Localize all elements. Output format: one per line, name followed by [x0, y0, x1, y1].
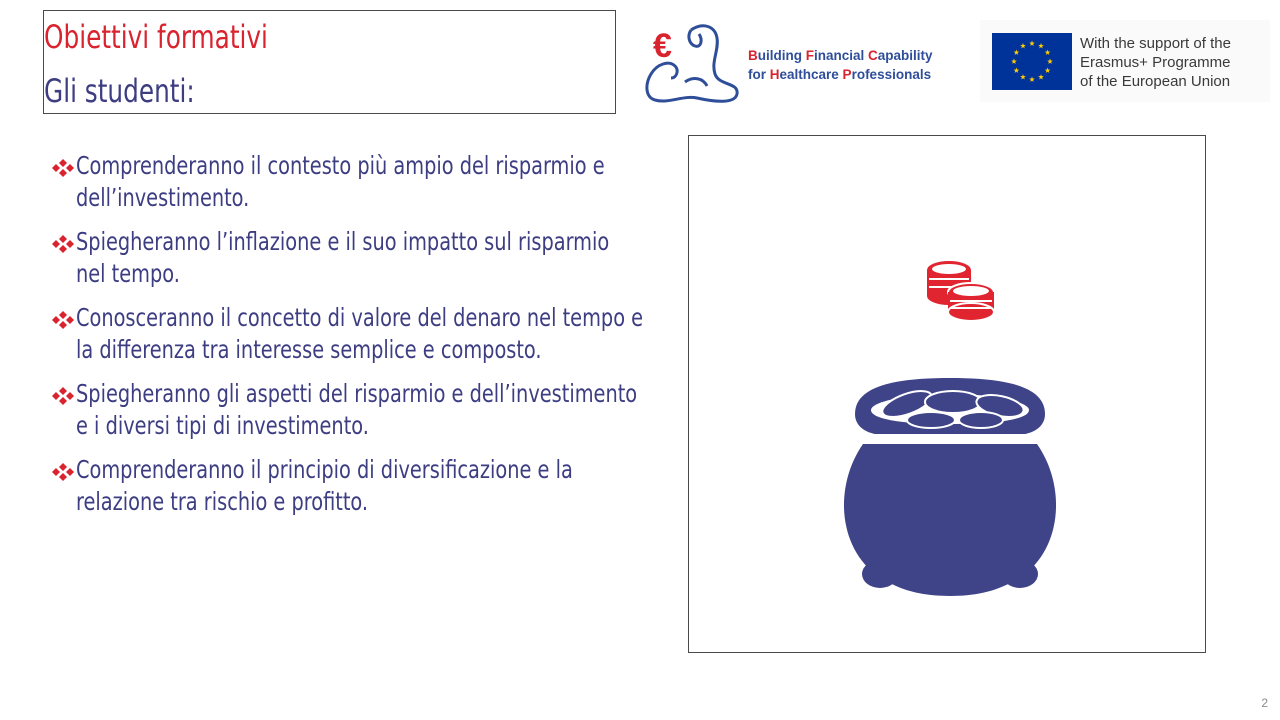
svg-text:€: €	[653, 27, 672, 65]
objectives-list	[52, 150, 652, 530]
slide-title: Obiettivi formativi	[44, 18, 268, 56]
coin-stack-icon	[921, 256, 1001, 326]
objective-item	[52, 454, 652, 518]
objective-item	[52, 150, 652, 214]
diamond-bullet-icon	[52, 311, 74, 329]
objective-text: Spiegheranno gli aspetti del risparmio e dell’investimento e i diversi tipi di investimento.	[76, 379, 638, 440]
project-logo-line2: for Healthcare Professionals	[748, 67, 932, 82]
objective-item	[52, 378, 652, 442]
objective-text: Comprenderanno il contesto più ampio del risparmio e dell’investimento.	[76, 151, 605, 212]
eu-support-text	[1080, 34, 1231, 91]
objective-text: Comprenderanno il principio di diversificazione e la relazione tra rischio e profitto.	[76, 455, 573, 516]
objective-item	[52, 226, 652, 290]
eu-support-logo	[980, 20, 1270, 102]
diamond-bullet-icon	[52, 387, 74, 405]
illustration-frame	[688, 135, 1206, 653]
project-logo	[645, 22, 965, 104]
slide-subtitle: Gli studenti:	[44, 72, 195, 110]
diamond-bullet-icon	[52, 159, 74, 177]
project-logo-line1: Building Financial Capability	[748, 48, 933, 63]
objective-text: Spiegheranno l’inflazione e il suo impatto sul risparmio nel tempo.	[76, 227, 610, 288]
eu-flag-icon	[992, 33, 1072, 90]
title-box	[43, 10, 616, 114]
eu-support-line: of the European Union	[1080, 73, 1231, 90]
objective-text: Conosceranno il concetto di valore del denaro nel tempo e la differenza tra interesse semplice e composto.	[76, 303, 644, 364]
page-number: 2	[1261, 696, 1268, 710]
diamond-bullet-icon	[52, 235, 74, 253]
project-logo-text	[748, 46, 933, 84]
eu-support-line: Erasmus+ Programme	[1080, 54, 1231, 71]
money-pot-icon	[835, 374, 1065, 599]
diamond-bullet-icon	[52, 463, 74, 481]
objective-item	[52, 302, 652, 366]
eu-support-line: With the support of the	[1080, 35, 1231, 52]
euro-flexed-arm-icon	[645, 22, 745, 104]
